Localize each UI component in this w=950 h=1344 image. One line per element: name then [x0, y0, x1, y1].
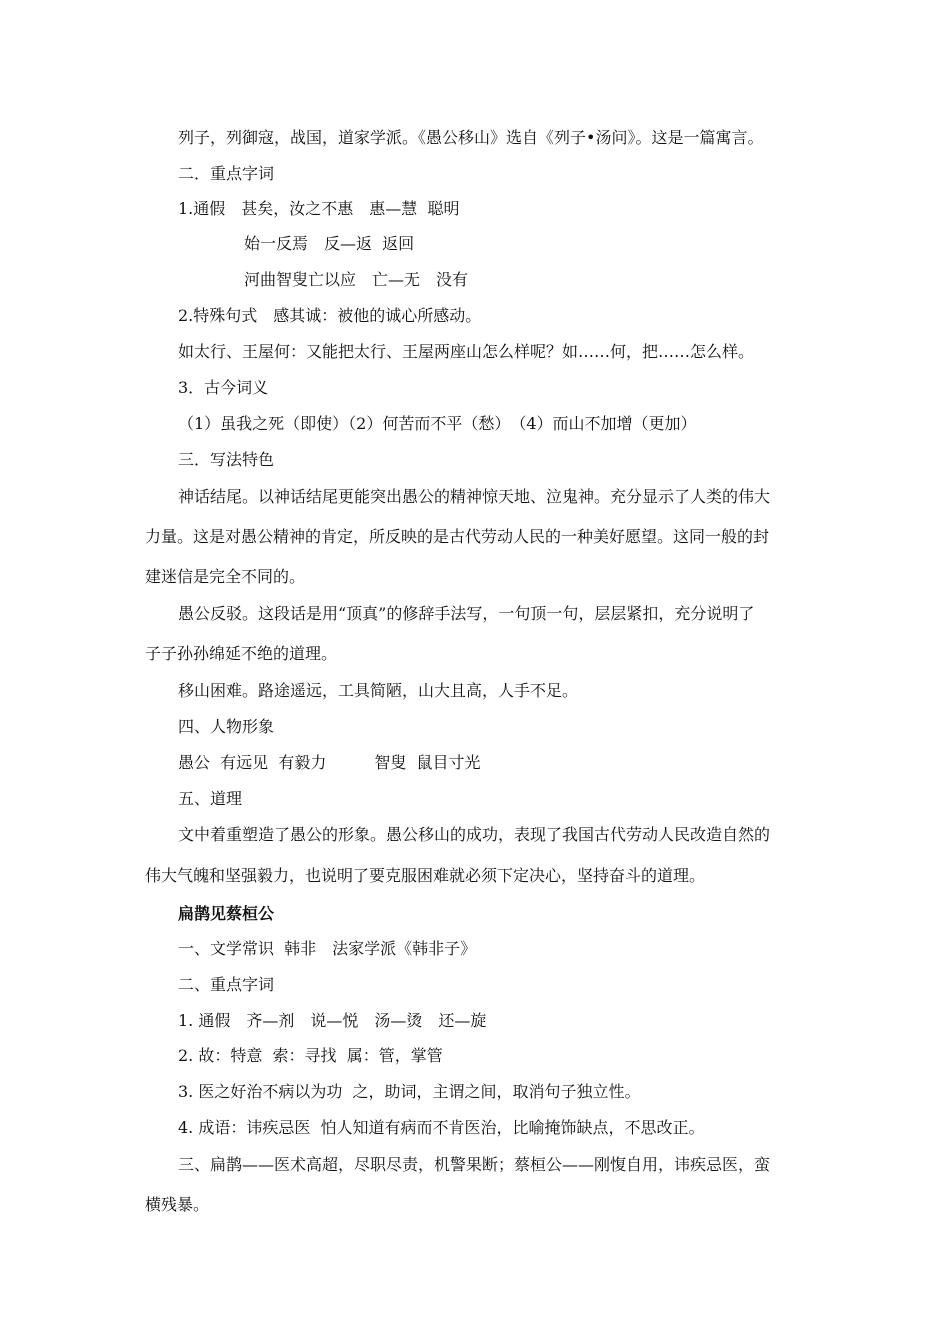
- section-heading: 二、重点字词: [178, 975, 275, 994]
- text-line: 神话结尾。以神话结尾更能突出愚公的精神惊天地、泣鬼神。充分显示了人类的伟大: [178, 487, 771, 506]
- text-line: 建迷信是完全不同的。: [145, 567, 306, 586]
- section-heading: 四、人物形象: [178, 717, 275, 736]
- text-line: 河曲智叟亡以应 亡—无 没有: [244, 270, 469, 289]
- text-line: 横残暴。: [145, 1195, 210, 1214]
- text-line: 三、扁鹊——医术高超，尽职尽责，机警果断；蔡桓公——刚愎自用，讳疾忌医，蛮: [178, 1155, 771, 1174]
- text-line: 伟大气魄和坚强毅力，也说明了要克服困难就必须下定决心，坚持奋斗的道理。: [145, 866, 706, 885]
- article-title: 扁鹊见蔡桓公: [178, 904, 275, 923]
- text-line: 始一反焉 反—返 返回: [244, 234, 415, 253]
- text-line: 如太行、王屋何：又能把太行、王屋两座山怎么样呢？如……何，把……怎么样。: [178, 342, 755, 361]
- text-line: 移山困难。路途遥远，工具简陋，山大且高，人手不足。: [178, 681, 579, 700]
- text-line: 子子孙孙绵延不绝的道理。: [145, 644, 338, 663]
- section-heading: 3．古今词义: [178, 378, 269, 397]
- text-line: 文中着重塑造了愚公的形象。愚公移山的成功，表现了我国古代劳动人民改造自然的: [178, 825, 771, 844]
- section-heading: 一、文学常识 韩非 法家学派《韩非子》: [178, 939, 477, 958]
- text-line: 列子，列御寇，战国，道家学派。《愚公移山》选自《列子•汤问》。这是一篇寓言。: [178, 128, 764, 147]
- section-heading: 五、道理: [178, 789, 243, 808]
- text-line: 2.特殊句式 感其诚：被他的诚心所感动。: [178, 306, 482, 325]
- text-line: 力量。这是对愚公精神的肯定，所反映的是古代劳动人民的一种美好愿望。这同一般的封: [145, 527, 770, 546]
- section-heading: 二．重点字词: [178, 164, 275, 183]
- section-heading: 三．写法特色: [178, 450, 275, 469]
- text-line: 2. 故：特意 索：寻找 属：管，掌管: [178, 1046, 443, 1065]
- text-line: 愚公反驳。这段话是用“顶真”的修辞手法写，一句顶一句，层层紧扣，充分说明了: [178, 604, 755, 623]
- text-line: 愚公 有远见 有毅力 智叟 鼠目寸光: [178, 753, 481, 772]
- text-line: 3. 医之好治不病以为功 之，助词，主谓之间，取消句子独立性。: [178, 1082, 641, 1101]
- text-line: （1）虽我之死（即使）（2）何苦而不平（愁） （4）而山不加增（更加）: [178, 414, 697, 433]
- text-line: 1. 通假 齐—剂 说—悦 汤—烫 还—旋: [178, 1011, 487, 1030]
- text-line: 4. 成语：讳疾忌医 怕人知道有病而不肯医治，比喻掩饰缺点，不思改正。: [178, 1118, 705, 1137]
- text-line: 1.通假 甚矣，汝之不惠 惠—慧 聪明: [178, 199, 460, 218]
